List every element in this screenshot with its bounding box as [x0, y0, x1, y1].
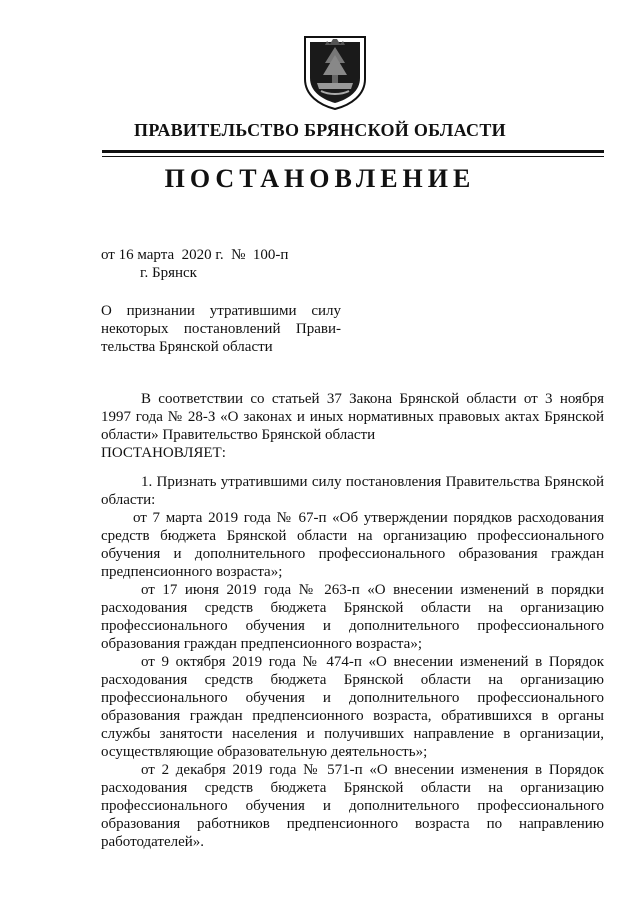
document-city: г. Брянск: [140, 265, 197, 281]
content-line: от 9 октября 2019 года № 474-п «О внесении изменений в Порядок: [141, 654, 604, 670]
content-line: образования граждан предпенсионного возраста»;: [101, 636, 422, 652]
resolution-content: [101, 473, 604, 851]
content-line: профессионального обучения и дополнительного профессионального: [101, 798, 604, 814]
content-line: обучения и дополнительного профессионального образования граждан: [101, 546, 604, 562]
content-line: профессионального обучения и дополнительного профессионального: [101, 690, 604, 706]
content-line: расходования средств бюджета Брянской области на организацию: [101, 780, 604, 796]
government-name-heading: ПРАВИТЕЛЬСТВО БРЯНСКОЙ ОБЛАСТИ: [134, 120, 506, 140]
content-line: области:: [101, 492, 156, 508]
content-line: 1. Признать утратившими силу постановления Правительства Брянской: [141, 474, 604, 490]
content-line: от 2 декабря 2019 года № 571-п «О внесении изменения в Порядок: [141, 762, 604, 778]
preamble-paragraph: [101, 390, 604, 462]
header-rule-thick: [102, 150, 604, 153]
resolves-keyword: ПОСТАНОВЛЯЕТ:: [101, 445, 226, 461]
document-subject: [101, 302, 341, 356]
document-date-number: от 16 марта 2020 г. № 100-п: [101, 247, 289, 263]
content-line: осуществляющие образовательную деятельность»;: [101, 744, 428, 760]
content-line: от 17 июня 2019 года № 263-п «О внесении изменений в порядки: [141, 582, 604, 598]
content-line: от 7 марта 2019 года № 67-п «Об утверждении порядков расходования: [133, 510, 604, 526]
subject-line: некоторых постановлений Прави-: [101, 321, 341, 337]
coat-of-arms-emblem: [301, 33, 369, 111]
content-line: профессионального обучения и дополнительного профессионального: [101, 618, 604, 634]
preamble-line: области» Правительство Брянской области: [101, 427, 376, 443]
preamble-line: 1997 года № 28-З «О законах и иных нормативных правовых актах Брянской: [101, 409, 604, 425]
content-line: работодателей».: [101, 834, 205, 850]
content-line: предпенсионного возраста»;: [101, 564, 283, 580]
content-line: средств бюджета Брянской области на организацию профессионального: [101, 528, 604, 544]
content-line: расходования средств бюджета Брянской области на организацию: [101, 672, 604, 688]
content-line: службы занятости населения и получивших направление в организации,: [101, 726, 604, 742]
preamble-line: В соответствии со статьей 37 Закона Брянской области от 3 ноября: [141, 391, 604, 407]
subject-line: О признании утратившими силу: [101, 303, 341, 319]
content-line: образования работников предпенсионного возраста по направлению: [101, 816, 604, 832]
header-rule-thin: [102, 156, 604, 157]
document-type-heading: ПОСТАНОВЛЕНИЕ: [164, 164, 476, 193]
subject-line: тельства Брянской области: [101, 339, 273, 355]
content-line: образования граждан предпенсионного возраста, обратившихся в органы: [101, 708, 604, 724]
content-line: расходования средств бюджета Брянской области на организацию: [101, 600, 604, 616]
